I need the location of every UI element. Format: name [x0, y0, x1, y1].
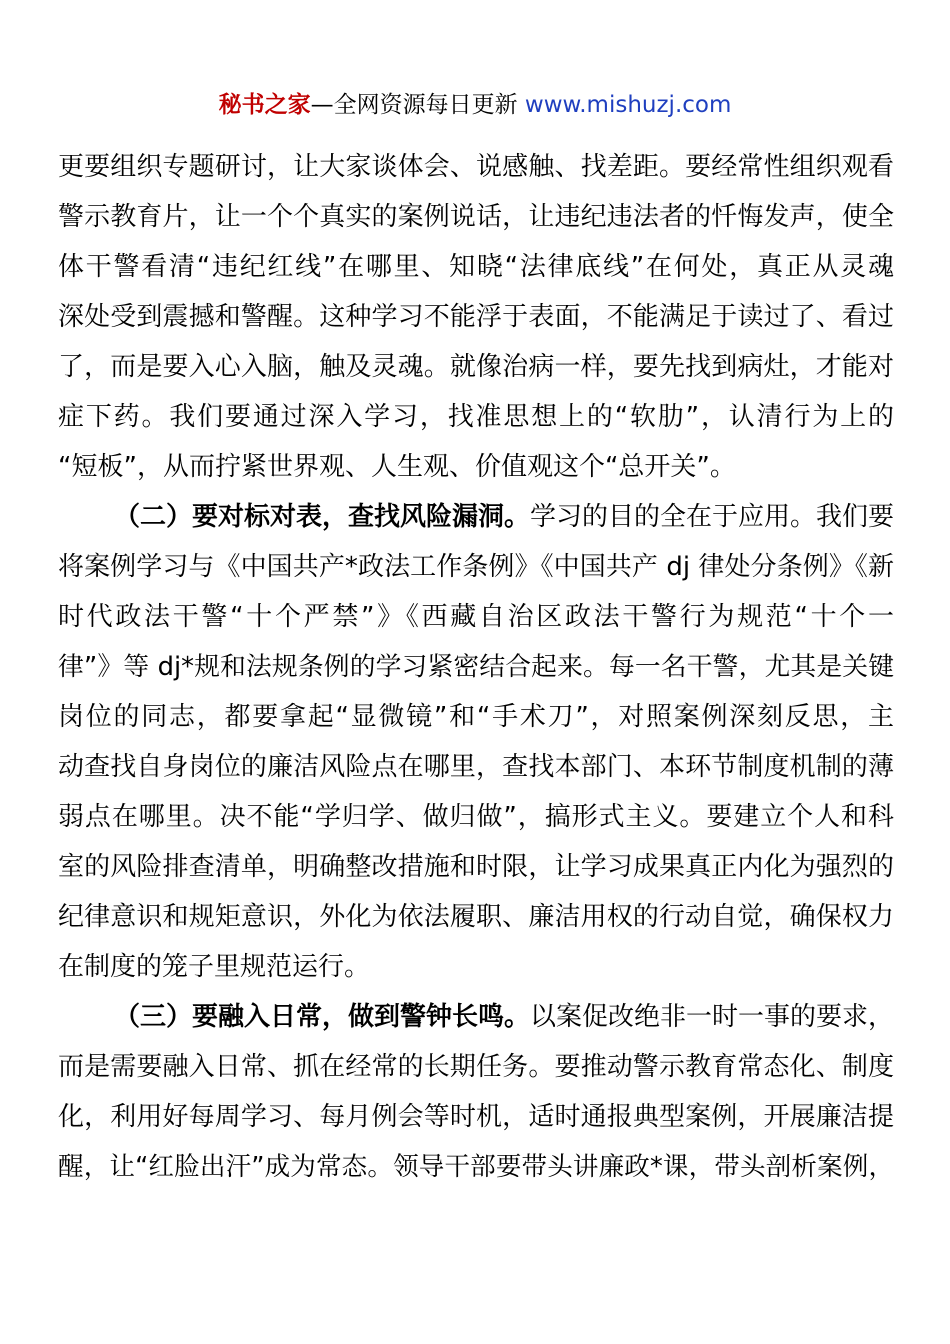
section-3-lead-text: 以案促改绝非一时一事的要求， — [530, 1002, 895, 1032]
document-body — [58, 142, 894, 1192]
section-3-first-line — [58, 992, 894, 1042]
paragraph-line: 体干警看清“违纪红线”在哪里、知晓“法律底线”在何处，真正从灵魂 — [58, 252, 894, 282]
paragraph-line: 警示教育片，让一个个真实的案例说话，让违纪违法者的忏悔发声，使全 — [58, 202, 894, 232]
paragraph-line: 而是需要融入日常、抓在经常的长期任务。要推动警示教育常态化、制度 — [58, 1052, 894, 1082]
section-3-heading: （三）要融入日常，做到警钟长鸣。 — [114, 1002, 531, 1032]
site-header — [0, 88, 950, 122]
paragraph-line: 了，而是要入心入脑，触及灵魂。就像治病一样，要先找到病灶，才能对 — [58, 352, 894, 382]
paragraph-line: 室的风险排查清单，明确整改措施和时限，让学习成果真正内化为强烈的 — [58, 852, 894, 882]
paragraph-line: 动查找自身岗位的廉洁风险点在哪里，查找本部门、本环节制度机制的薄 — [58, 752, 894, 782]
section-2-first-line — [58, 492, 894, 542]
paragraph-line: 弱点在哪里。决不能“学归学、做归做”，搞形式主义。要建立个人和科 — [58, 802, 894, 832]
paragraph-line: 深处受到震撼和警醒。这种学习不能浮于表面，不能满足于读过了、看过 — [58, 302, 894, 332]
site-brand: 秘书之家 — [218, 92, 311, 118]
paragraph-line: 化，利用好每周学习、每月例会等时机，适时通报典型案例，开展廉洁提 — [58, 1102, 894, 1132]
site-url-link[interactable]: www.mishuzj.com — [524, 92, 732, 118]
paragraph-line: 时代政法干警“十个严禁”》《西藏自治区政法干警行为规范“十个一 — [58, 602, 894, 632]
section-2-lead-text: 学习的目的全在于应用。我们要 — [530, 502, 895, 532]
paragraph-line: 律”》等 dj*规和法规条例的学习紧密结合起来。每一名干警，尤其是关键 — [58, 652, 894, 682]
paragraph-line: 纪律意识和规矩意识，外化为依法履职、廉洁用权的行动自觉，确保权力 — [58, 902, 894, 932]
paragraph-line: 醒，让“红脸出汗”成为常态。领导干部要带头讲廉政*课，带头剖析案例， — [58, 1152, 894, 1182]
paragraph-line: 更要组织专题研讨，让大家谈体会、说感触、找差距。要经常性组织观看 — [58, 152, 894, 182]
site-slogan: —全网资源每日更新 — [310, 92, 525, 118]
paragraph-line: “短板”，从而拧紧世界观、人生观、价值观这个“总开关”。 — [58, 452, 736, 482]
paragraph-line: 岗位的同志，都要拿起“显微镜”和“手术刀”，对照案例深刻反思，主 — [58, 702, 894, 732]
paragraph-line: 症下药。我们要通过深入学习，找准思想上的“软肋”，认清行为上的 — [58, 402, 894, 432]
section-2-heading: （二）要对标对表，查找风险漏洞。 — [114, 502, 531, 532]
paragraph-line: 将案例学习与《中国共产*政法工作条例》《中国共产 dj 律处分条例》《新 — [58, 552, 894, 582]
paragraph-line: 在制度的笼子里规范运行。 — [58, 952, 371, 982]
